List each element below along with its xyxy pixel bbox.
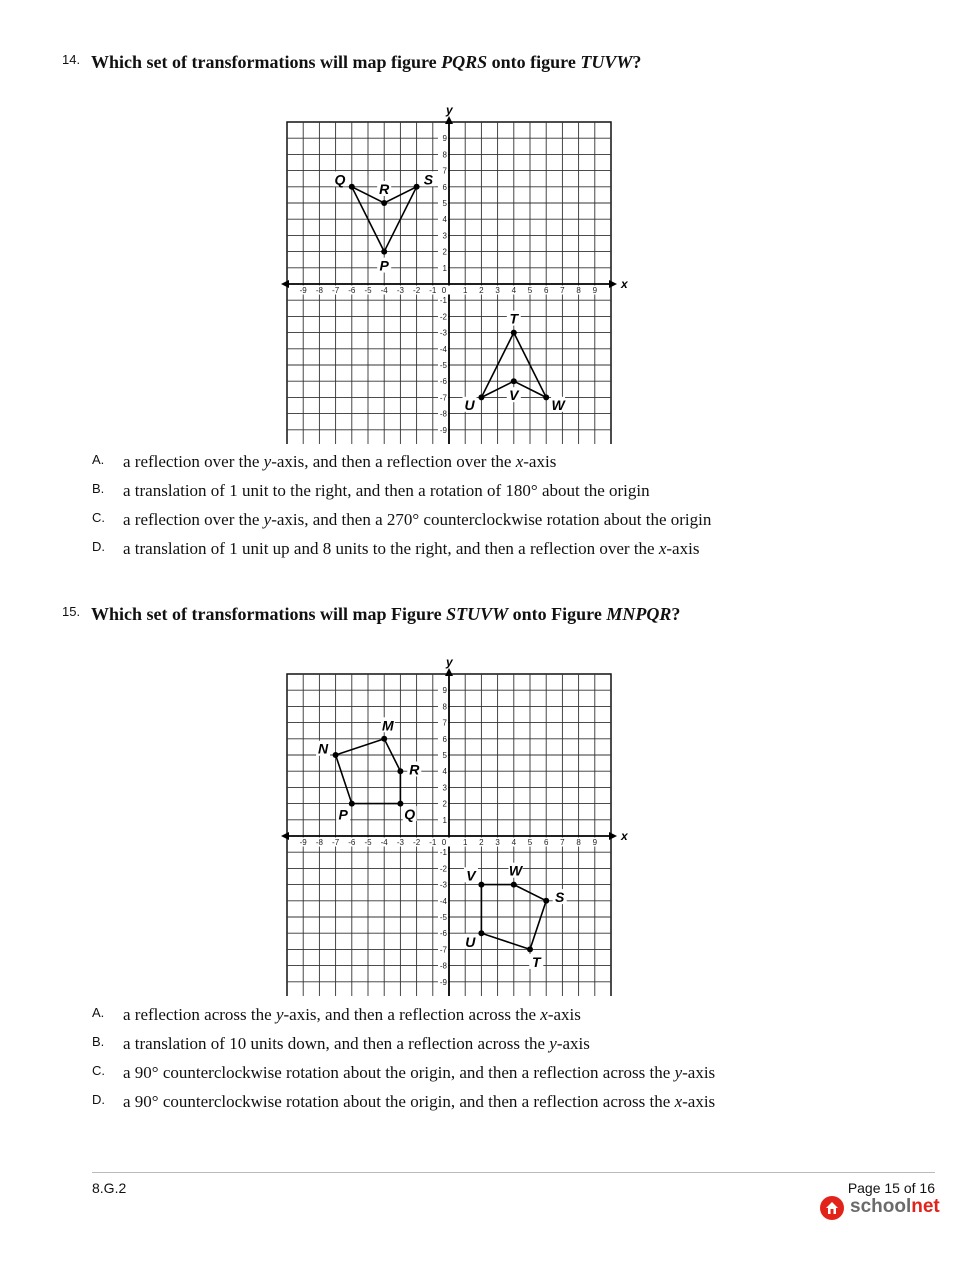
y-tick-label: -2	[439, 312, 447, 322]
q15-middle: onto Figure	[508, 604, 607, 624]
y-tick-label: -7	[439, 393, 447, 403]
q14-coordinate-graph	[270, 98, 630, 444]
choice-text: a translation of 10 units down, and then a reflection across the y-axis	[123, 1034, 590, 1053]
vertex-t	[511, 330, 517, 336]
q15-fig2: MNPQR	[606, 604, 672, 624]
x-tick-label: 2	[479, 838, 484, 847]
y-tick-label: -4	[439, 344, 447, 354]
q15-question	[91, 604, 680, 625]
vertex-label-s: S	[555, 889, 565, 906]
x-tick-label: 0	[441, 286, 447, 295]
y-tick-label: -8	[439, 409, 447, 419]
vertex-u	[478, 394, 484, 400]
vertex-p	[381, 249, 387, 255]
vertex-q	[397, 801, 403, 807]
q14-choice-c[interactable]	[92, 510, 892, 534]
vertex-n	[333, 752, 339, 758]
x-tick-label: 7	[560, 286, 565, 295]
x-tick-label: 3	[495, 838, 500, 847]
vertex-label-m: M	[382, 717, 394, 734]
y-tick-label: 2	[442, 247, 447, 257]
vertex-label-s: S	[423, 171, 434, 188]
vertex-label-n: N	[318, 740, 329, 757]
q14-choice-b[interactable]	[92, 481, 892, 505]
x-tick-label: -4	[380, 838, 388, 847]
y-tick-label: -3	[439, 328, 447, 338]
q14-number: 14.	[62, 52, 81, 67]
vertex-s	[414, 184, 420, 190]
x-tick-label: 4	[511, 286, 517, 295]
y-tick-label: -2	[439, 864, 447, 874]
y-tick-label: 5	[442, 199, 447, 208]
vertex-label-q: Q	[334, 171, 346, 188]
x-tick-label: 4	[511, 838, 517, 847]
vertex-p	[349, 801, 355, 807]
q15-suffix: ?	[671, 604, 681, 624]
y-tick-label: 3	[442, 231, 447, 241]
vertex-r	[397, 768, 403, 774]
q15-coordinate-graph	[270, 650, 630, 996]
x-tick-label: 3	[495, 286, 500, 295]
vertex-label-w: W	[508, 862, 523, 879]
x-axis-label: x	[621, 829, 628, 843]
y-tick-label: -4	[439, 896, 447, 906]
y-axis-arrow-up	[445, 116, 453, 124]
q14-fig2: TUVW	[580, 52, 633, 72]
y-tick-label: -6	[439, 929, 447, 939]
x-tick-label: -1	[429, 286, 437, 295]
y-tick-label: 9	[442, 134, 447, 144]
y-tick-label: 9	[442, 686, 447, 696]
choice-text: a reflection over the y-axis, and then a 270° counterclockwise rotation about the origin	[123, 510, 712, 529]
x-tick-label: 1	[462, 838, 468, 847]
y-tick-label: 8	[442, 150, 447, 160]
logo-word-net: net	[911, 1196, 940, 1217]
x-tick-label: -9	[299, 838, 307, 847]
choice-text: a reflection across the y-axis, and then a reflection across the x-axis	[123, 1005, 581, 1024]
y-tick-label: -8	[439, 961, 447, 971]
x-axis-arrow-left	[281, 832, 289, 840]
vertex-label-u: U	[465, 933, 476, 950]
y-tick-label: 6	[442, 734, 447, 744]
y-tick-label: 7	[442, 718, 447, 728]
choice-text: a reflection over the y-axis, and then a reflection over the x-axis	[123, 452, 557, 471]
x-tick-label: 1	[462, 286, 468, 295]
q15-choice-b[interactable]	[92, 1034, 892, 1058]
y-tick-label: -1	[439, 848, 447, 858]
vertex-v	[478, 882, 484, 888]
x-tick-label: -1	[429, 838, 437, 847]
choice-text: a 90° counterclockwise rotation about the origin, and then a reflection across the y-axis	[123, 1063, 716, 1082]
x-tick-label: 2	[479, 286, 484, 295]
x-tick-label: 8	[576, 286, 581, 295]
y-tick-label: 4	[442, 767, 447, 777]
y-axis-label: y	[446, 655, 453, 669]
vertex-m	[381, 736, 387, 742]
q14-middle: onto figure	[487, 52, 581, 72]
q15-number: 15.	[62, 604, 81, 619]
q14-fig1: PQRS	[441, 52, 488, 72]
vertex-label-r: R	[409, 761, 420, 778]
choice-letter: B.	[92, 1034, 105, 1049]
q14-suffix: ?	[632, 52, 642, 72]
x-tick-label: -3	[396, 286, 404, 295]
x-tick-label: -4	[380, 286, 388, 295]
x-tick-label: -6	[348, 838, 356, 847]
y-tick-label: 1	[442, 263, 447, 273]
y-tick-label: 6	[442, 182, 447, 192]
choice-letter: A.	[92, 1005, 105, 1020]
choice-letter: C.	[92, 510, 105, 525]
vertex-label-t: T	[509, 310, 519, 327]
x-tick-label: -9	[299, 286, 307, 295]
x-tick-label: 6	[543, 838, 549, 847]
vertex-v	[511, 378, 517, 384]
x-tick-label: -5	[364, 286, 372, 295]
choice-letter: B.	[92, 481, 105, 496]
q15-fig1: STUVW	[446, 604, 509, 624]
schoolnet-logo	[820, 1196, 940, 1222]
y-tick-label: 3	[442, 783, 447, 793]
vertex-label-p: P	[338, 806, 348, 823]
vertex-u	[478, 930, 484, 936]
x-tick-label: -8	[315, 286, 323, 295]
vertex-label-v: V	[509, 387, 519, 404]
choice-text: a 90° counterclockwise rotation about the origin, and then a reflection across the x-axis	[123, 1092, 716, 1111]
vertex-label-t: T	[531, 953, 541, 970]
y-tick-label: -9	[439, 977, 447, 987]
x-tick-label: 8	[576, 838, 581, 847]
y-tick-label: 5	[442, 751, 447, 760]
q15-choice-d[interactable]	[92, 1092, 892, 1116]
x-tick-label: -7	[332, 286, 340, 295]
x-axis-label: x	[621, 277, 628, 291]
vertex-label-q: Q	[404, 806, 416, 823]
vertex-t	[527, 946, 533, 952]
y-axis-arrow-up	[445, 668, 453, 676]
choice-letter: D.	[92, 1092, 105, 1107]
choice-letter: C.	[92, 1063, 105, 1078]
choice-letter: A.	[92, 452, 105, 467]
vertex-w	[511, 882, 517, 888]
x-tick-label: -7	[332, 838, 340, 847]
q15-choice-c[interactable]	[92, 1063, 892, 1087]
vertex-r	[381, 200, 387, 206]
logo-wordmark	[850, 1196, 940, 1218]
x-axis-arrow-right	[609, 280, 617, 288]
q15-choice-a[interactable]	[92, 1005, 892, 1029]
x-tick-label: 9	[592, 286, 598, 295]
x-tick-label: -5	[364, 838, 372, 847]
footer-divider	[92, 1172, 935, 1173]
x-tick-label: -8	[315, 838, 323, 847]
q14-choice-d[interactable]	[92, 539, 892, 563]
y-tick-label: 8	[442, 702, 447, 712]
x-tick-label: 7	[560, 838, 565, 847]
x-tick-label: -2	[413, 838, 421, 847]
vertex-q	[349, 184, 355, 190]
x-tick-label: -3	[396, 838, 404, 847]
vertex-s	[543, 898, 549, 904]
y-axis-label: y	[446, 103, 453, 117]
vertex-label-v: V	[466, 867, 476, 884]
vertex-w	[543, 394, 549, 400]
logo-word-school: school	[850, 1196, 912, 1217]
vertex-label-w: W	[551, 396, 565, 413]
choice-letter: D.	[92, 539, 105, 554]
choice-text: a translation of 1 unit up and 8 units to the right, and then a reflection over the x-axis	[123, 539, 700, 558]
y-tick-label: -9	[439, 425, 447, 435]
x-axis-arrow-right	[609, 832, 617, 840]
y-tick-label: -6	[439, 377, 447, 387]
y-tick-label: -7	[439, 945, 447, 955]
x-tick-label: 5	[527, 286, 533, 295]
y-tick-label: 2	[442, 799, 447, 809]
footer-standard: 8.G.2	[92, 1180, 127, 1196]
q14-choice-a[interactable]	[92, 452, 892, 476]
y-tick-label: 4	[442, 215, 447, 225]
x-tick-label: 5	[527, 838, 533, 847]
y-tick-label: 1	[442, 815, 447, 825]
house-icon	[820, 1196, 844, 1220]
q15-prefix: Which set of transformations will map Figure	[91, 604, 447, 624]
y-tick-label: -5	[439, 913, 447, 922]
x-tick-label: 0	[441, 838, 447, 847]
choice-text: a translation of 1 unit to the right, and then a rotation of 180° about the origin	[123, 481, 650, 500]
vertex-label-u: U	[464, 396, 475, 413]
vertex-label-p: P	[379, 257, 389, 274]
footer-page-number: Page 15 of 16	[847, 1180, 935, 1196]
vertex-label-r: R	[379, 181, 390, 197]
y-tick-label: -5	[439, 361, 447, 370]
q14-prefix: Which set of transformations will map figure	[91, 52, 442, 72]
x-tick-label: 9	[592, 838, 598, 847]
x-tick-label: -2	[413, 286, 421, 295]
q14-question	[91, 52, 641, 73]
y-tick-label: 7	[442, 166, 447, 176]
y-tick-label: -3	[439, 880, 447, 890]
x-tick-label: 6	[543, 286, 549, 295]
y-tick-label: -1	[439, 296, 447, 306]
x-tick-label: -6	[348, 286, 356, 295]
x-axis-arrow-left	[281, 280, 289, 288]
